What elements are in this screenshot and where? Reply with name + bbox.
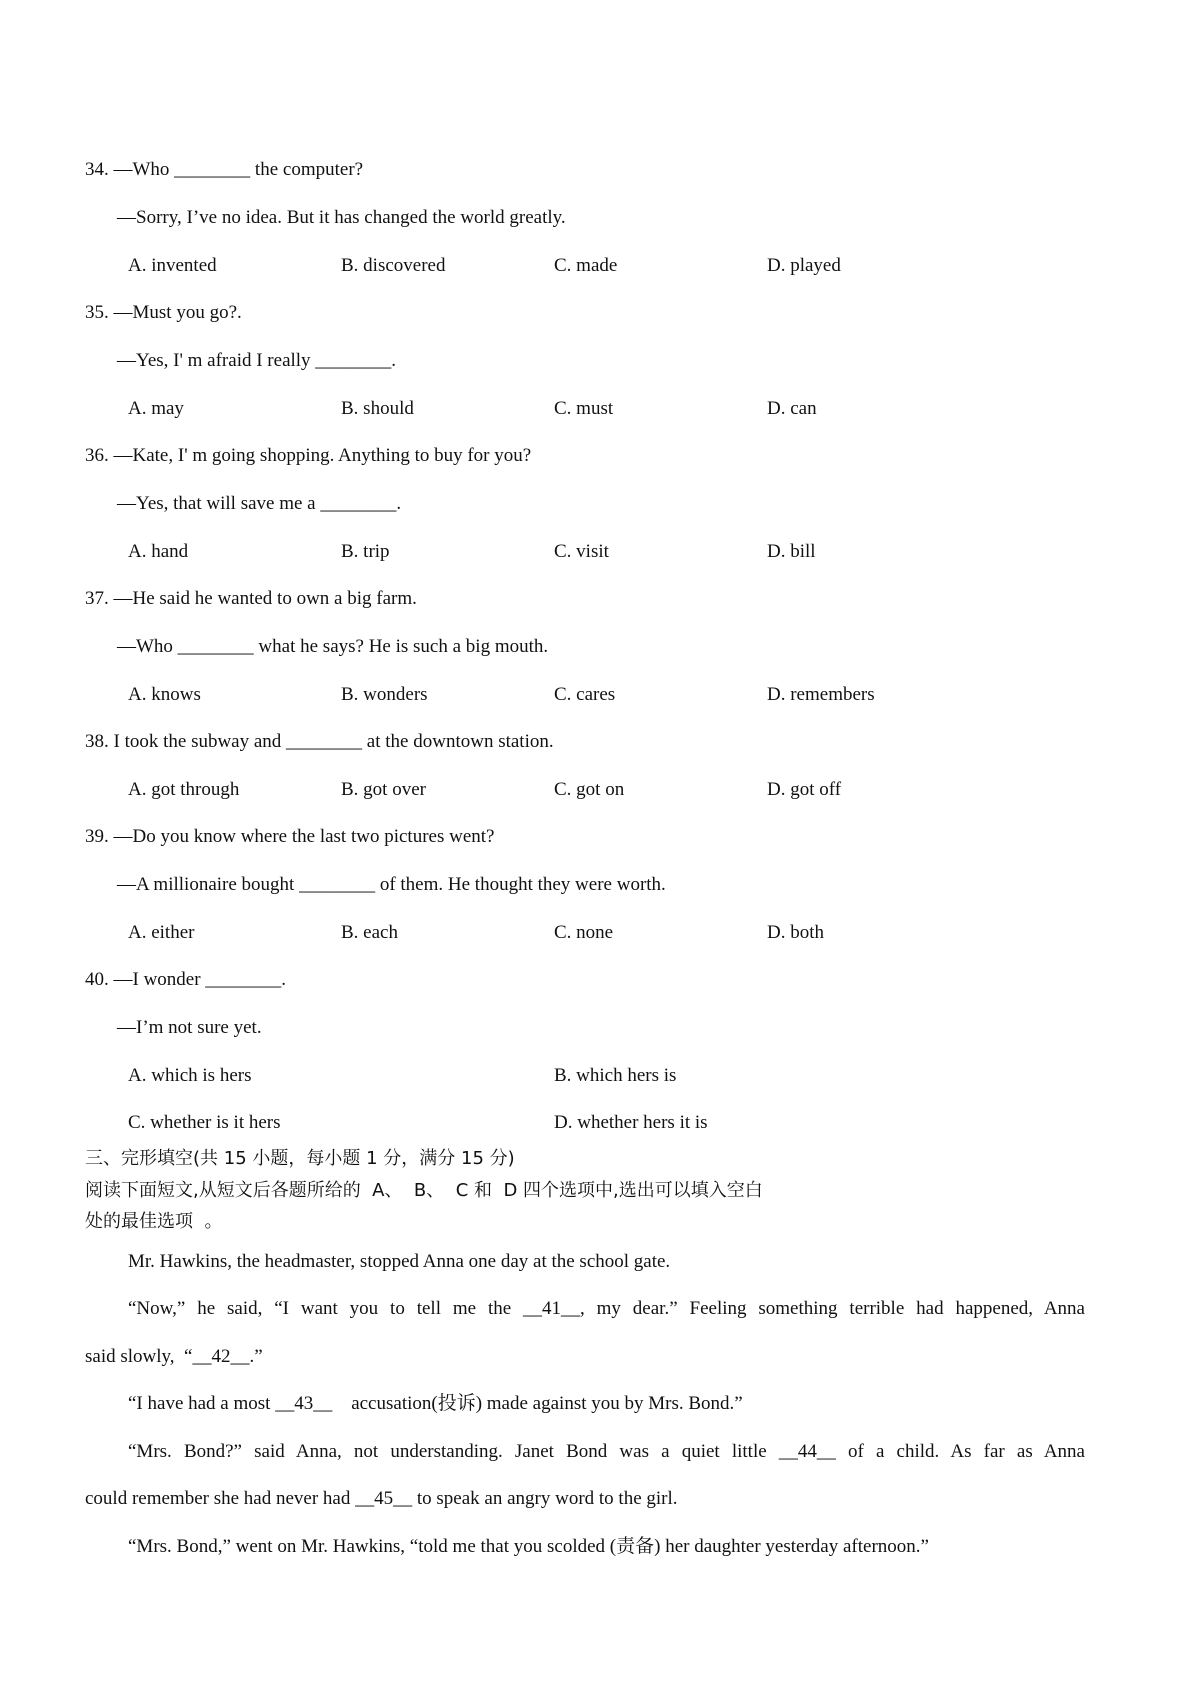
- passage-paragraph-2-text: “Now,” he said, “I want you to tell me the __41__, my dear.” Feeling something terrible had happened, Anna: [128, 1298, 1085, 1319]
- question-34-reply: —Sorry, I’ve no idea. But it has changed the world greatly.: [117, 207, 566, 228]
- question-34-stem: 34. —Who ________ the computer?: [85, 159, 364, 180]
- passage-paragraph-4-line-2: could remember she had never had __45__ to speak an angry word to the girl.: [85, 1488, 678, 1509]
- question-38-option-c: C. got on: [554, 779, 625, 800]
- passage-paragraph-4-line-1: [85, 1441, 1085, 1463]
- passage-paragraph-1: Mr. Hawkins, the headmaster, stopped Anna one day at the school gate.: [128, 1251, 671, 1272]
- question-40-option-d: D. whether hers it is: [554, 1112, 708, 1133]
- question-37-reply: —Who ________ what he says? He is such a big mouth.: [117, 636, 549, 657]
- question-37-option-b: B. wonders: [341, 684, 428, 705]
- question-40-option-c: C. whether is it hers: [128, 1112, 281, 1133]
- section-3-instruction-line-1: 阅读下面短文,从短文后各题所给的 A、 B、 C 和 D 四个选项中,选出可以填入空白: [85, 1180, 763, 1201]
- question-34-option-d: D. played: [767, 255, 841, 276]
- question-37-option-a: A. knows: [128, 684, 201, 705]
- question-37-option-d: D. remembers: [767, 684, 875, 705]
- question-38-stem: 38. I took the subway and ________ at the downtown station.: [85, 731, 554, 752]
- question-34-option-a: A. invented: [128, 255, 217, 276]
- question-36-reply: —Yes, that will save me a ________.: [117, 493, 402, 514]
- question-36-stem: 36. —Kate, I' m going shopping. Anything to buy for you?: [85, 445, 532, 466]
- question-35-option-c: C. must: [554, 398, 614, 419]
- question-40-reply: —I’m not sure yet.: [117, 1017, 262, 1038]
- question-39-option-b: B. each: [341, 922, 398, 943]
- question-39-option-a: A. either: [128, 922, 195, 943]
- question-36-option-d: D. bill: [767, 541, 816, 562]
- question-36-option-a: A. hand: [128, 541, 189, 562]
- question-39-reply: —A millionaire bought ________ of them. He thought they were worth.: [117, 874, 666, 895]
- question-39-option-c: C. none: [554, 922, 614, 943]
- passage-paragraph-2-line-1: [85, 1298, 1085, 1320]
- question-36-option-b: B. trip: [341, 541, 390, 562]
- passage-paragraph-5: “Mrs. Bond,” went on Mr. Hawkins, “told me that you scolded (责备) her daughter yesterday afternoon.”: [128, 1536, 929, 1557]
- question-37-option-c: C. cares: [554, 684, 616, 705]
- question-38-option-a: A. got through: [128, 779, 240, 800]
- question-40-stem: 40. —I wonder ________.: [85, 969, 287, 990]
- question-35-option-b: B. should: [341, 398, 414, 419]
- question-38-option-b: B. got over: [341, 779, 426, 800]
- question-38-option-d: D. got off: [767, 779, 842, 800]
- question-35-option-d: D. can: [767, 398, 817, 419]
- question-37-stem: 37. —He said he wanted to own a big farm.: [85, 588, 417, 609]
- question-40-option-a: A. which is hers: [128, 1065, 252, 1086]
- question-34-option-b: B. discovered: [341, 255, 446, 276]
- passage-paragraph-3: “I have had a most __43__ accusation(投诉) made against you by Mrs. Bond.”: [128, 1393, 743, 1414]
- question-36-option-c: C. visit: [554, 541, 609, 562]
- question-35-reply: —Yes, I' m afraid I really ________.: [117, 350, 397, 371]
- passage-paragraph-2-line-2: said slowly, “__42__.”: [85, 1346, 263, 1367]
- section-3-instruction-line-2: 处的最佳选项 。: [85, 1211, 223, 1232]
- section-3-heading: 三、完形填空(共 15 小题，每小题 1 分，满分 15 分): [85, 1148, 515, 1169]
- question-35-option-a: A. may: [128, 398, 184, 419]
- question-39-option-d: D. both: [767, 922, 824, 943]
- question-35-stem: 35. —Must you go?.: [85, 302, 242, 323]
- question-39-stem: 39. —Do you know where the last two pictures went?: [85, 826, 495, 847]
- question-40-option-b: B. which hers is: [554, 1065, 677, 1086]
- passage-paragraph-4-text: “Mrs. Bond?” said Anna, not understanding. Janet Bond was a quiet little __44__ of a child. As far as Anna: [128, 1441, 1085, 1462]
- question-34-option-c: C. made: [554, 255, 618, 276]
